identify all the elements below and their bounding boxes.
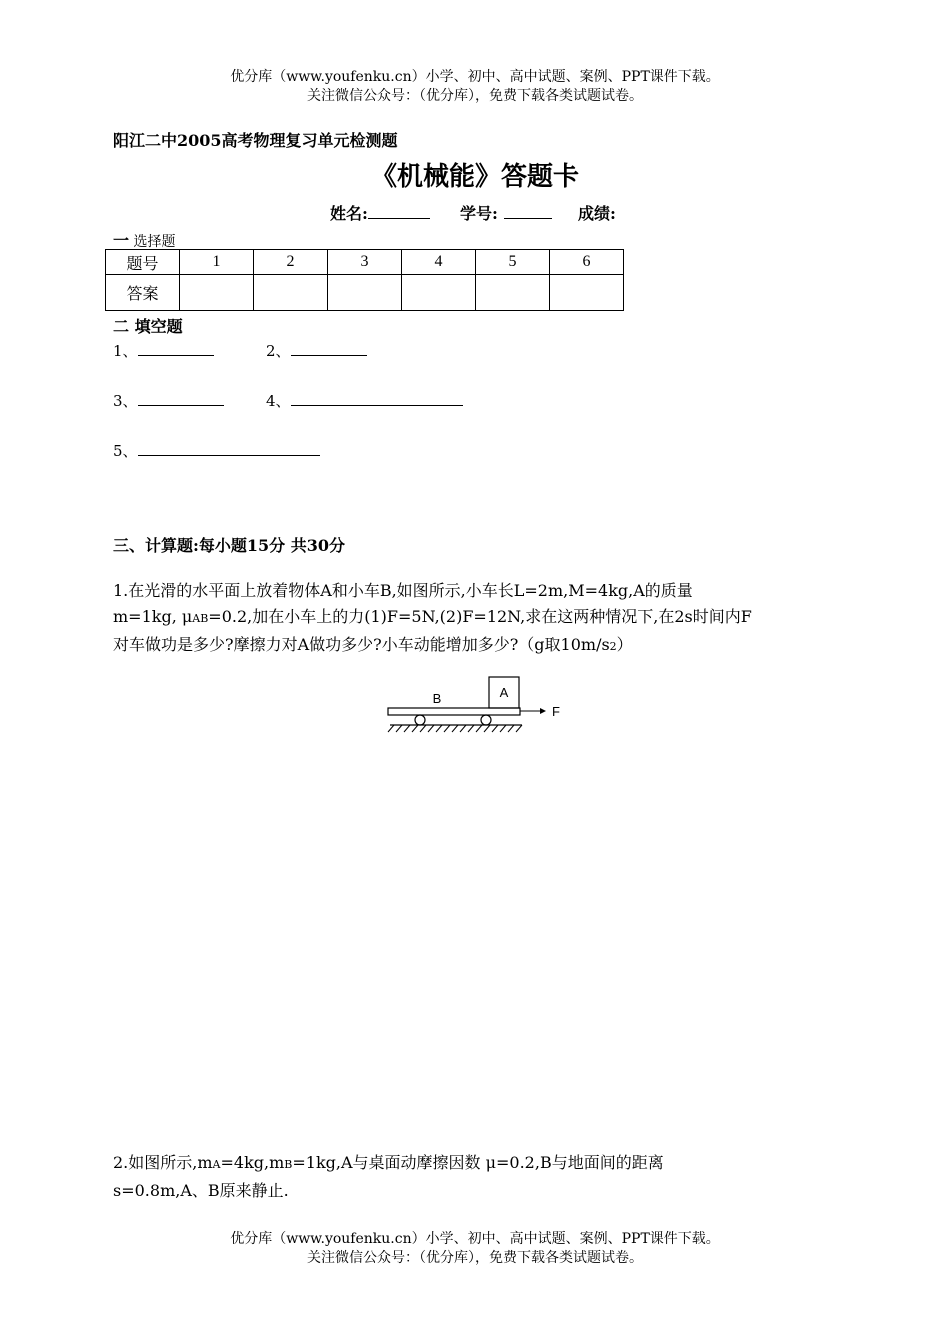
text-span: =4kg,m <box>220 1153 285 1172</box>
id-field[interactable] <box>460 201 552 224</box>
text-span: 2.如图所示,m <box>113 1153 213 1172</box>
fill-item-label: 5、 <box>113 442 138 460</box>
fill-blank-3[interactable] <box>138 391 224 406</box>
wheel-right <box>481 715 491 725</box>
question-number: 1 <box>180 250 254 275</box>
fill-item-1 <box>113 340 214 361</box>
question-number: 5 <box>476 250 550 275</box>
answer-cell[interactable] <box>402 275 476 311</box>
table-row <box>106 250 624 275</box>
subscript: A <box>212 1158 221 1171</box>
fill-blank-4[interactable] <box>291 391 463 406</box>
label-b: B <box>432 691 442 706</box>
question-number: 6 <box>550 250 624 275</box>
subscript: B <box>284 1158 293 1171</box>
section3-heading: 三、计算题:每小题15分 共30分 <box>113 536 346 555</box>
answer-cell[interactable] <box>550 275 624 311</box>
question-number: 4 <box>402 250 476 275</box>
fill-item-label: 2、 <box>266 342 291 360</box>
table-row <box>106 275 624 311</box>
label-f: F <box>552 704 560 719</box>
footer-line-1: 优分库（www.youfenku.cn）小学、初中、高中试题、案例、PPT课件下载。 <box>230 1231 720 1247</box>
ground-hatching <box>388 725 522 732</box>
name-blank[interactable] <box>368 204 430 219</box>
answer-cell[interactable] <box>328 275 402 311</box>
question-number: 3 <box>328 250 402 275</box>
name-label: 姓名: <box>330 204 368 223</box>
row-header-answer: 答案 <box>106 275 180 311</box>
text-span: m=1kg, μ <box>113 607 193 626</box>
header-line-2: 关注微信公众号：（优分库），免费下载各类试题试卷。 <box>307 88 643 104</box>
text-span: =0.2,加在小车上的力(1)F=5N,(2)F=12N,求在这两种情况下,在2s时间内F <box>208 607 752 626</box>
question-1 <box>113 578 843 660</box>
answer-cell[interactable] <box>476 275 550 311</box>
page-title: 《机械能》答题卡 <box>370 162 579 192</box>
fill-item-2 <box>266 340 367 361</box>
fill-item-label: 3、 <box>113 392 138 410</box>
fill-item-label: 4、 <box>266 392 291 410</box>
label-a: A <box>499 685 509 700</box>
cart-diagram <box>380 670 570 740</box>
question-number: 2 <box>254 250 328 275</box>
question-2-line-2: s=0.8m,A、B原来静止. <box>113 1181 289 1200</box>
fill-item-label: 1、 <box>113 342 138 360</box>
cart-b <box>388 708 520 715</box>
text-span: ） <box>616 635 633 654</box>
text-span: 对车做功是多少?摩擦力对A做功多少?小车动能增加多少?（g取10m/s <box>113 635 610 654</box>
score-label: 成绩: <box>578 204 616 223</box>
question-1-line-3 <box>113 632 843 660</box>
fill-item-4 <box>266 390 463 411</box>
question-1-line-1: 1.在光滑的水平面上放着物体A和小车B,如图所示,小车长L=2m,M=4kg,A的质量 <box>113 581 693 600</box>
fill-blank-2[interactable] <box>291 341 367 356</box>
footer-line-2: 关注微信公众号：（优分库），免费下载各类试题试卷。 <box>307 1250 643 1266</box>
text-span: =1kg,A与桌面动摩擦因数 μ=0.2,B与地面间的距离 <box>292 1153 664 1172</box>
fill-blank-1[interactable] <box>138 341 214 356</box>
question-2 <box>113 1150 843 1204</box>
name-field[interactable] <box>330 201 430 224</box>
superscript: 2 <box>609 640 617 653</box>
section1-number: 一 <box>113 231 130 250</box>
section1-heading <box>113 228 175 251</box>
section2-heading: 二 填空题 <box>113 317 183 336</box>
subscript: AB <box>192 612 209 625</box>
row-header-number: 题号 <box>106 250 180 275</box>
answer-cell[interactable] <box>180 275 254 311</box>
fill-blank-5[interactable] <box>138 441 320 456</box>
school-line: 阳江二中2005高考物理复习单元检测题 <box>113 131 398 150</box>
id-blank[interactable] <box>504 204 552 219</box>
question-2-line-1 <box>113 1150 843 1178</box>
force-arrowhead <box>540 708 546 714</box>
answer-table <box>105 249 624 311</box>
id-label: 学号: <box>460 204 498 223</box>
answer-cell[interactable] <box>254 275 328 311</box>
section1-label: 选择题 <box>133 234 176 250</box>
question-1-line-2 <box>113 604 843 632</box>
fill-item-5 <box>113 440 320 461</box>
fill-item-3 <box>113 390 224 411</box>
header-line-1: 优分库（www.youfenku.cn）小学、初中、高中试题、案例、PPT课件下载。 <box>230 69 720 85</box>
wheel-left <box>415 715 425 725</box>
